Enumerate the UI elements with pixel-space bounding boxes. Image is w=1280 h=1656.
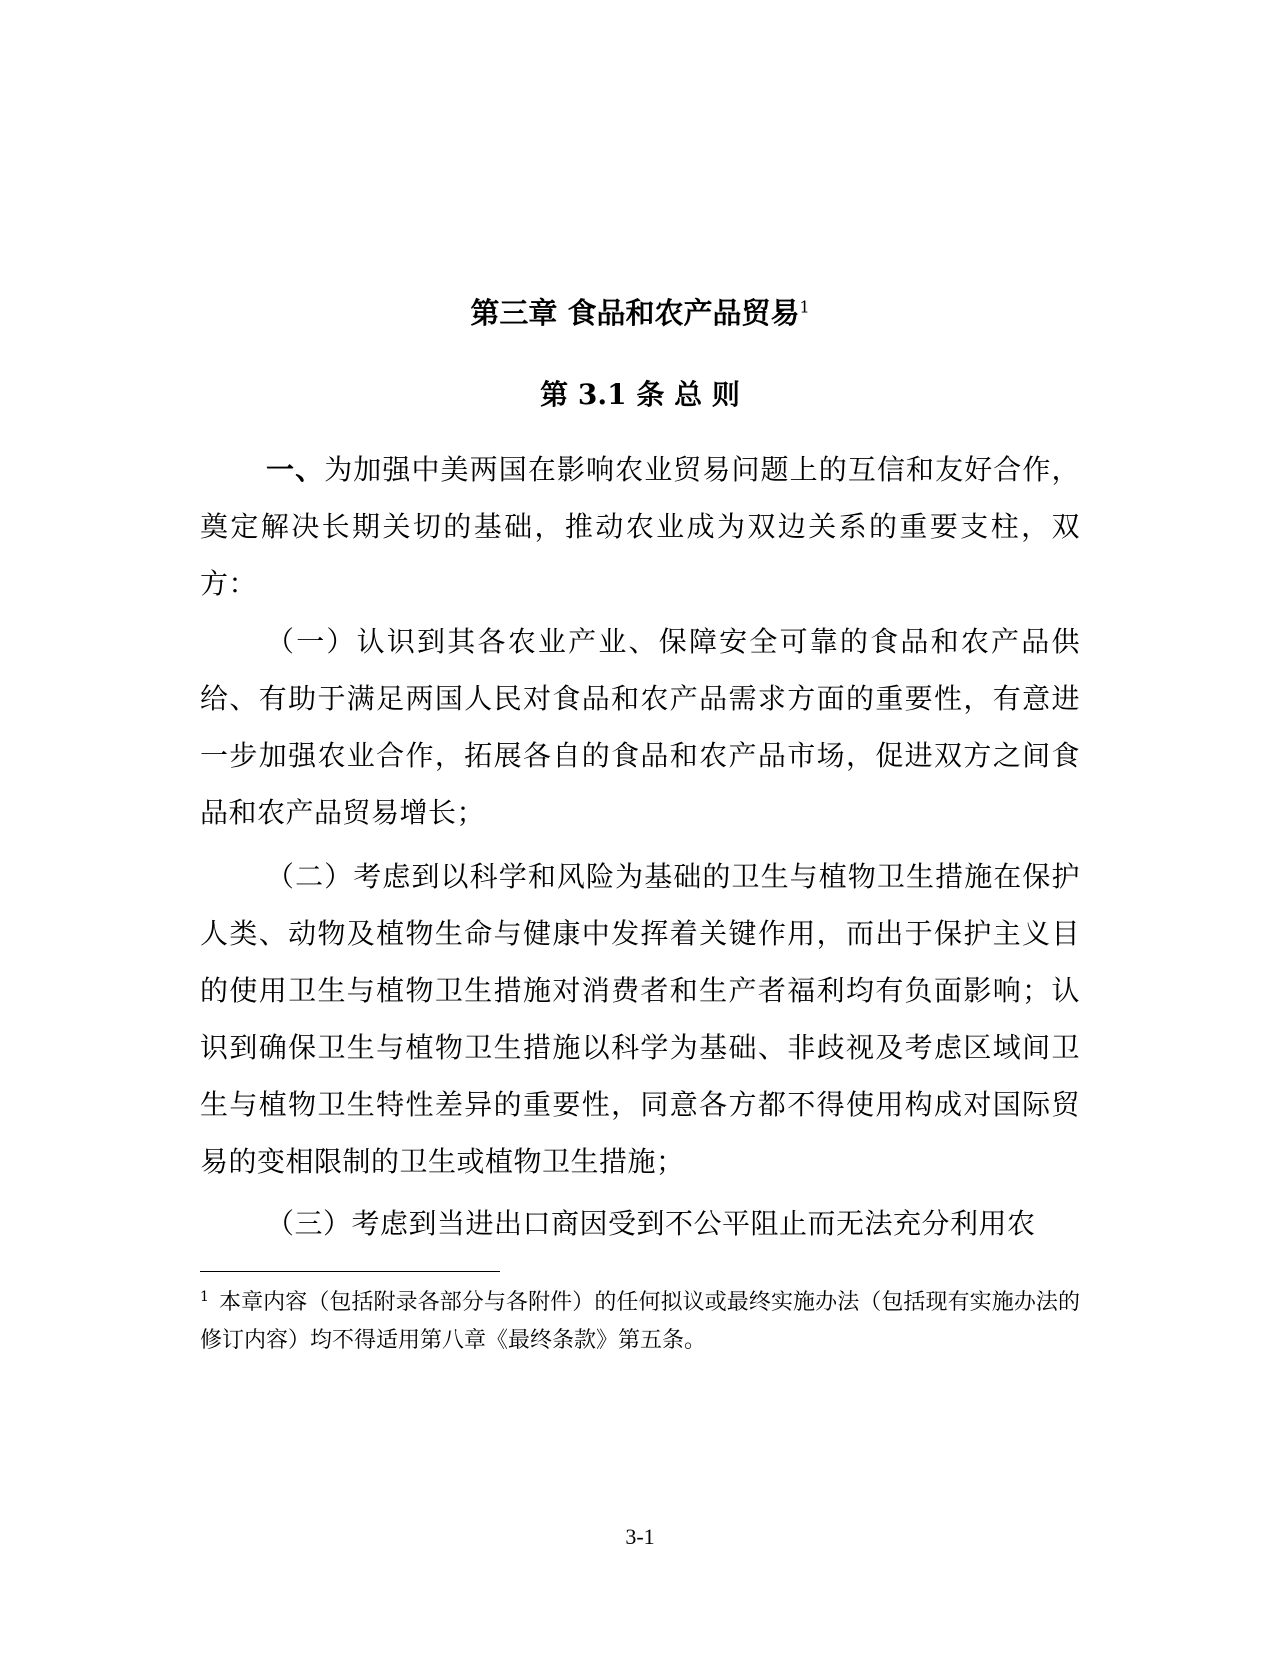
- footnote-mark: 1: [200, 1288, 209, 1305]
- paragraph-1-text: 为加强中美两国在影响农业贸易问题上的互信和友好合作，奠定解决长期关切的基础，推动农业成为双边关系的重要支柱，双方：: [200, 453, 1080, 600]
- chapter-title-text: 第三章 食品和农产品贸易: [470, 296, 800, 330]
- paragraph-3-text: 考虑到以科学和风险为基础的卫生与植物卫生措施在保护人类、动物及植物生命与健康中发挥着关键作用，而出于保护主义目的使用卫生与植物卫生措施对消费者和生产者福利均有负面影响；认识到确保卫生与植物卫生措施以科学为基础、非歧视及考虑区域间卫生与植物卫生特性差异的重要性，同意各方都不得使用构成对国际贸易的变相限制的卫生或植物卫生措施；: [200, 860, 1080, 1178]
- paragraph-2-lead: （一）: [266, 625, 357, 658]
- article-title: 第 3.1 条 总 则: [540, 378, 740, 411]
- chapter-footnote-ref: 1: [799, 297, 810, 317]
- paragraph-4-text: 考虑到当进出口商因受到不公平阻止而无法充分利用农: [351, 1207, 1036, 1240]
- paragraph-4-lead: （三）: [266, 1207, 352, 1240]
- paragraph-2-text: 认识到其各农业产业、保障安全可靠的食品和农产品供给、有助于满足两国人民对食品和农产品需求方面的重要性，有意进一步加强农业合作，拓展各自的食品和农产品市场，促进双方之间食品和农产品贸易增长；: [200, 625, 1080, 829]
- page-number: 3-1: [625, 1524, 655, 1549]
- footnote-text: 本章内容（包括附录各部分与各附件）的任何拟议或最终实施办法（包括现有实施办法的修订内容）均不得适用第八章《最终条款》第五条。: [200, 1290, 1080, 1353]
- paragraph-3: [200, 848, 1080, 1190]
- chapter-title: [0, 293, 1280, 333]
- footnote-divider: [200, 1271, 500, 1272]
- paragraph-4: [200, 1195, 1080, 1252]
- paragraph-2: [200, 613, 1080, 841]
- footnote: [200, 1284, 1080, 1360]
- paragraph-1: [200, 441, 1080, 612]
- paragraph-3-lead: （二）: [266, 860, 354, 893]
- paragraph-1-lead: 一、: [266, 453, 325, 486]
